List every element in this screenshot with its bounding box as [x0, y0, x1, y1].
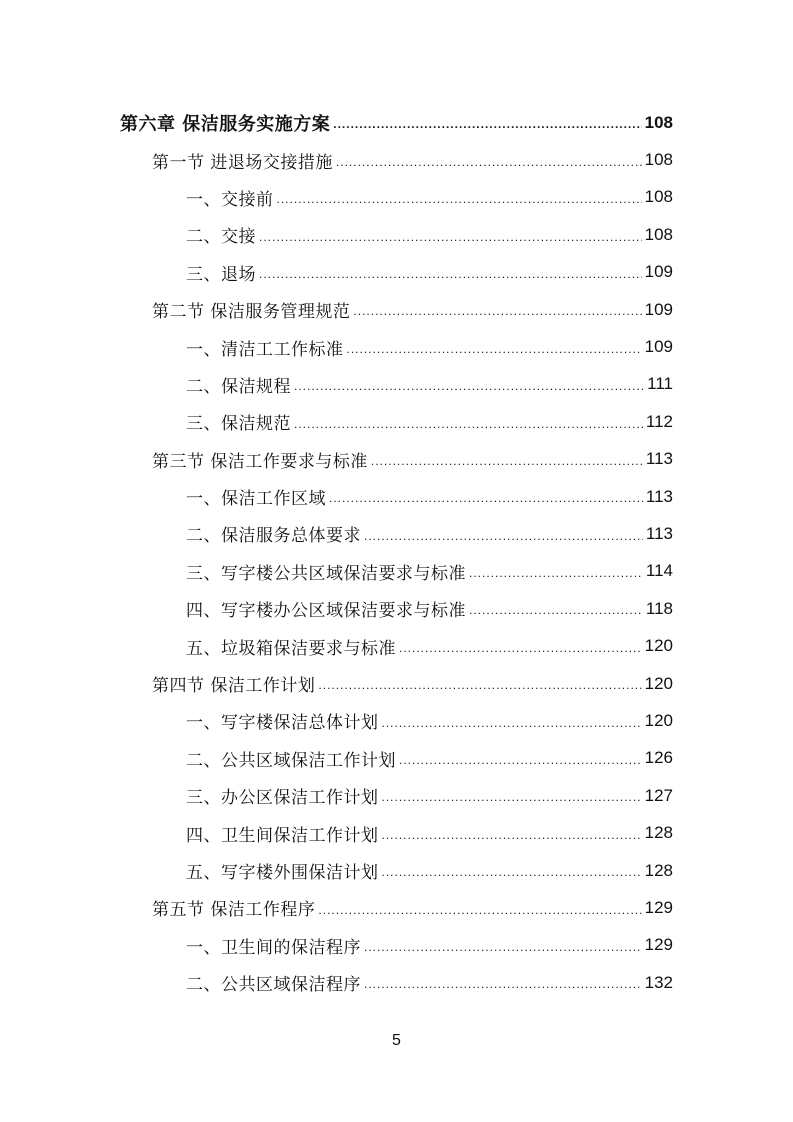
toc-entry-label: 第一节 进退场交接措施 [152, 152, 333, 173]
toc-item-row[interactable] [0, 627, 793, 664]
toc-dot-leader [318, 903, 641, 917]
toc-entry-label: 五、写字楼外围保洁计划 [186, 863, 379, 883]
toc-dot-leader [364, 940, 642, 954]
toc-item-row[interactable] [0, 403, 793, 440]
toc-entry-page: 132 [644, 972, 673, 992]
toc-entry-label: 一、保洁工作区域 [186, 489, 326, 510]
toc-dot-leader [259, 230, 642, 244]
toc-entry-page: 128 [644, 823, 673, 843]
toc-entry-label: 三、办公区保洁工作计划 [186, 788, 379, 809]
toc-dot-leader [294, 379, 644, 393]
page-number: 5 [392, 1032, 401, 1049]
toc-item-row[interactable] [0, 254, 793, 291]
toc-entry-label: 二、保洁规程 [186, 376, 291, 397]
toc-entry-page: 108 [644, 224, 673, 244]
toc-section-row[interactable] [0, 141, 793, 178]
toc-dot-leader [318, 678, 641, 692]
toc-entry-label: 一、交接前 [186, 189, 274, 210]
toc-entry-label: 三、写字楼公共区域保洁要求与标准 [186, 563, 466, 584]
toc-section-row[interactable] [0, 889, 793, 926]
toc-dot-leader [382, 865, 642, 879]
toc-entry-page: 108 [644, 150, 673, 170]
toc-section-row[interactable] [0, 441, 793, 478]
toc-entry-label: 一、清洁工工作标准 [186, 339, 344, 360]
toc-item-row[interactable] [0, 328, 793, 365]
toc-dot-leader [364, 529, 643, 543]
toc-item-row[interactable] [0, 702, 793, 739]
toc-entry-page: 109 [644, 262, 673, 282]
toc-dot-leader [382, 828, 642, 842]
toc-section-row[interactable] [0, 665, 793, 702]
toc-dot-leader [353, 304, 641, 318]
toc-dot-leader [277, 192, 642, 206]
toc-entry-page: 113 [645, 523, 673, 543]
toc-entry-label: 第五节 保洁工作程序 [152, 900, 316, 921]
toc-entry-label: 四、写字楼办公区域保洁要求与标准 [186, 601, 466, 622]
toc-dot-leader [399, 753, 642, 767]
toc-entry-page: 113 [645, 449, 673, 469]
toc-entry-label: 二、保洁服务总体要求 [186, 526, 361, 547]
toc-section-row[interactable] [0, 291, 793, 328]
toc-entry-label: 第三节 保洁工作要求与标准 [152, 451, 368, 472]
toc-entry-label: 第六章 保洁服务实施方案 [120, 113, 331, 135]
toc-item-row[interactable] [0, 964, 793, 1001]
toc-entry-page: 129 [644, 935, 673, 955]
toc-entry-page: 114 [645, 561, 673, 581]
toc-item-row[interactable] [0, 179, 793, 216]
toc-item-row[interactable] [0, 590, 793, 627]
toc-dot-leader [333, 117, 641, 131]
toc-dot-leader [371, 454, 643, 468]
toc-entry-page: 128 [644, 860, 673, 880]
toc-entry-page: 120 [644, 710, 673, 730]
toc-item-row[interactable] [0, 740, 793, 777]
toc-entry-page: 129 [644, 897, 673, 917]
toc-entry-page: 120 [644, 636, 673, 656]
toc-dot-leader [329, 491, 643, 505]
toc-entry-page: 109 [644, 337, 673, 357]
toc-entry-label: 五、垃圾箱保洁要求与标准 [186, 638, 396, 659]
toc-dot-leader [347, 342, 642, 356]
toc-entry-label: 三、退场 [186, 264, 256, 285]
toc-entry-page: 113 [645, 486, 673, 506]
toc-item-row[interactable] [0, 216, 793, 253]
toc-entry-label: 二、交接 [186, 227, 256, 248]
toc-dot-leader [294, 417, 643, 431]
toc-item-row[interactable] [0, 814, 793, 851]
toc-entry-page: 112 [645, 411, 673, 431]
toc-dot-leader [364, 977, 642, 991]
toc-dot-leader [399, 641, 642, 655]
toc-item-row[interactable] [0, 366, 793, 403]
toc-entry-label: 三、保洁规范 [186, 414, 291, 435]
toc-entry-label: 二、公共区域保洁程序 [186, 975, 361, 996]
toc-entry-label: 二、公共区域保洁工作计划 [186, 750, 396, 771]
toc-entry-label: 四、卫生间保洁工作计划 [186, 825, 379, 846]
toc-entry-label: 第四节 保洁工作计划 [152, 676, 316, 697]
toc-item-row[interactable] [0, 777, 793, 814]
toc-dot-leader [382, 790, 642, 804]
toc-dot-leader [259, 267, 642, 281]
toc-entry-page: 118 [645, 598, 673, 618]
toc-dot-leader [469, 566, 643, 580]
toc-item-row[interactable] [0, 927, 793, 964]
toc-entry-label: 第二节 保洁服务管理规范 [152, 302, 351, 323]
toc-entry-page: 120 [644, 673, 673, 693]
toc-entry-label: 一、卫生间的保洁程序 [186, 937, 361, 958]
toc-item-row[interactable] [0, 478, 793, 515]
toc-entry-page: 111 [647, 374, 673, 394]
table-of-contents [0, 104, 793, 1001]
toc-entry-page: 108 [644, 187, 673, 207]
toc-dot-leader [336, 155, 642, 169]
toc-item-row[interactable] [0, 553, 793, 590]
toc-chapter-row[interactable] [0, 104, 793, 141]
toc-item-row[interactable] [0, 515, 793, 552]
toc-item-row[interactable] [0, 852, 793, 889]
toc-entry-page: 126 [644, 748, 673, 768]
toc-entry-page: 108 [644, 112, 673, 132]
toc-dot-leader [382, 716, 642, 730]
toc-entry-label: 一、写字楼保洁总体计划 [186, 713, 379, 734]
toc-entry-page: 109 [644, 299, 673, 319]
toc-dot-leader [469, 603, 643, 617]
toc-entry-page: 127 [644, 785, 673, 805]
